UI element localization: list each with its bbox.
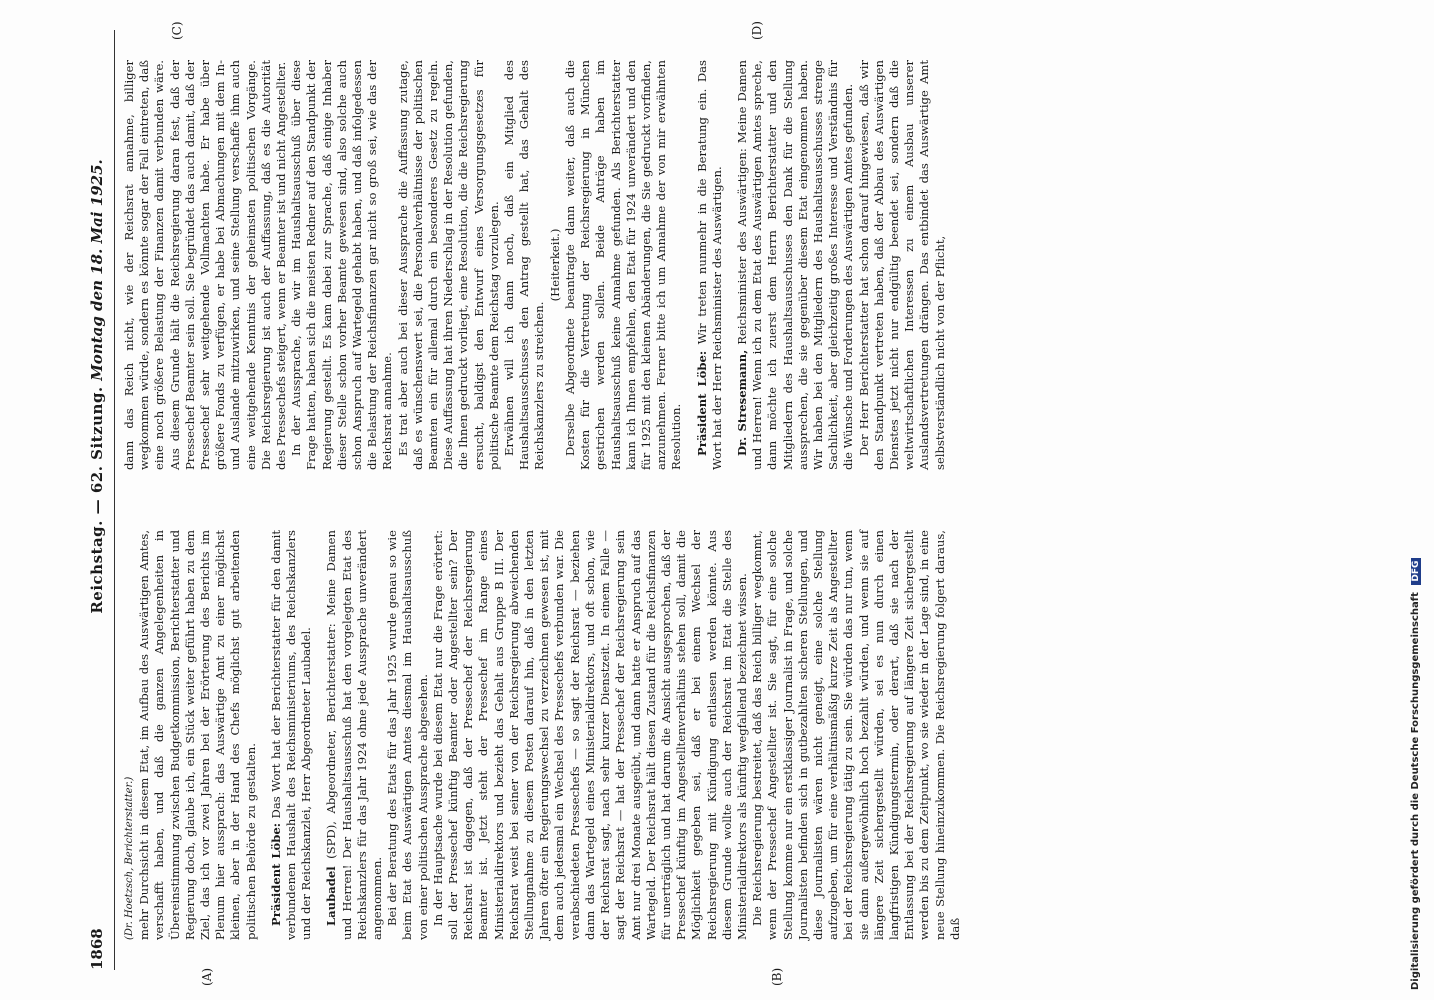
speaker-name: Dr. Stresemann, [734,349,749,456]
paragraph: (SPD), Abgeordneter, Berichterstatter: Meine Damen und Herren! Der Haushaltsausschuß hat den vorgelegten Etat des Reichskanzlers für das Jahr 1924 ohne jede Aussprache unverändert angenommen. [324,529,385,940]
paragraph: Es trat aber auch bei dieser Aussprache die Auffassung zutage, daß es wünschenswert sei, die Personalverhältnisse der politischen Beamten ein für allemal durch ein besonderes Gesetz zu regeln. Diese Auffassung hat ihren Niederschlag in der Resolution gefunden, die Ihnen gedruckt vorliegt, eine Resolution, die die Reichsregierung ersucht, baldigst den Entwurf eines Versorgungsgesetzes für politische Beamte dem Reichstag vorzulegen. [395,60,501,470]
margin-marker-b: (B) [770,967,784,986]
paragraph: mehr Durchsicht in diesem Etat, im Aufbau des Auswärtigen Amtes, verschafft haben, und daß die ganzen Angelegenheiten in Übereinstimmung zwischen Budgetkommission, Berichterstatter und Regierung doch, glaube ich, ein Stück weiter geführt haben zu dem Ziel, das ich vor zwei Jahren bei der Erörterung des Berichts im Plenum hier aussprach: das Auswärtige Amt zu einer möglichst kleinen, aber in der Hand des Chefs möglichst gut arbeitenden politischen Behörde zu gestalten. [137,530,258,940]
paragraph: In der Aussprache, die wir im Haushaltsausschuß über diese Frage hatten, haben sich die meisten Redner auf den Standpunkt der Regierung gestellt. Es kam dabei zur Sprache, daß einige Inhaber dieser Stelle schon vorher Beamte gewesen sind, also solche auch schon Anspruch auf Wartegeld gehabt haben, und daß infolgedessen die Belastung der Reichsfinanzen gar nicht so groß sei, wie das der Reichsrat annahme. [289,60,395,470]
interjection: (Heiterkeit.) [547,228,562,302]
column-left [122,530,963,940]
paragraph: Derselbe Abgeordnete beantragte dann weiter, daß auch die Kosten für die Vertretung der Reichsregierung in München gestrichen werden sollen. Beide Anträge haben im Haushaltsausschuß keine Annahme gefunden. Als Berichterstatter kann ich Ihnen empfehlen, den Etat für 1924 unverändert und den für 1925 mit den kleinen Abänderungen, die Sie gedruckt vorfinden, anzunehmen. Ferner bitte ich um Annahme der von mir erwähnten Resolution. [562,60,684,470]
paragraph: Der Herr Berichterstatter hat schon darauf hingewiesen, daß wir den Standpunkt vertreten haben, daß der Abbau des Auswärtigen Dienstes jetzt nicht nur endgültig beendet sei, sondern daß die weltwirtschaftlichen Interessen zu einem Ausbau unserer Auslandsvertretungen drängen. Das entbindet das Auswärtige Amt selbstverständlich nicht von der Pflicht, [856,60,947,470]
paragraph: Reichsminister des Auswärtigen: Meine Damen und Herren! Wenn ich zu dem Etat des Auswärtigen Amtes spreche, dann möchte ich zuerst dem Herrn Berichterstatter und den Mitgliedern des Haushaltsausschusses den Dank für die Stellung aussprechen, die sie gegenüber diesem Etat eingenommen haben. Wir haben bei den Mitgliedern des Haushaltsausschusses strenge Sachlichkeit, aber gleichzeitig großes Interesse und Verständnis für die Wünsche und Forderungen des Auswärtigen Amtes gefunden. [734,60,856,470]
paragraph: In der Hauptsache wurde bei diesem Etat nur die Frage erörtert: soll der Pressechef künftig Beamter oder Angestellter sein? Der Reichsrat ist dagegen, daß der Pressechef der Reichsregierung Beamter ist. Jetzt steht der Pressechef im Range eines Ministerialdirektors und bezieht das Gehalt aus Gruppe B III. Der Reichsrat weist bei seiner von der Reichsregierung abweichenden Stellungnahme zu diesem Posten darauf hin, daß in den letzten Jahren öfter ein Regierungswechsel zu verzeichnen gewesen ist, mit dem auch jedesmal ein Wechsel des Pressechefs verbunden war. Die verabschiedeten Pressechefs — so sagt der Reichsrat — beziehen dann das Wartegeld eines Ministerialdirektors, und oft schon, wie der Reichsrat sagt, nach sehr kurzer Dienstzeit. In einem Falle — sagt der Reichsrat — hat der Pressechef der Reichsregierung sein Amt nur drei Monate ausgeübt, und dann hatte er Anspruch auf das Wartegeld. Der Reichsrat hält diesen Zustand für die Reichsfinanzen für unerträglich und hat darum die Ansicht ausgesprochen, daß der Pressechef künftig im Angestelltenverhältnis stehen soll, damit die Möglichkeit gegeben sei, daß er bei einem Wechsel der Reichsregierung mit Kündigung entlassen werden könnte. Aus diesem Grunde wollte auch der Reichsrat im Etat die Stelle des Ministerialdirektors als künftig wegfallend bezeichnet wissen. [430,530,749,940]
paragraph: Die Reichsregierung bestreitet, daß das Reich billiger wegkommt, wenn der Pressechef Angestellter ist. Sie sagt, für eine solche Stellung komme nur ein erstklassiger Journalist in Frage, und solche Journalisten befinden sich in gutbezahlten sicheren Stellungen, und diese Journalisten wären nicht geneigt, eine solche Stellung aufzugeben, um für eine verhältnismäßig kurze Zeit als Angestellter bei der Reichsregierung tätig zu sein. Sie würden das nur tun, wenn sie dann außergewöhnlich hoch bezahlt würden, und wenn sie auf längere Zeit sichergestellt würden, sei es nun durch einen langfristigen Kündigungstermin, oder derart, daß sie nach der Entlassung bei der Reichsregierung auf längere Zeit sichergestellt werden bis zu dem Zeitpunkt, wo sie wieder in der Lage sind, in eine neue Stellung hineinzukommen. Die Reichsregierung folgert daraus, daß [750,530,962,940]
page-date: Montag den 18. Mai 1925. [88,159,106,381]
speaker-name: Präsident Löbe: [694,350,709,456]
rotated-page-content-2 [70,0,1410,480]
paragraph: Erwähnen will ich dann noch, daß ein Mitglied des Haushaltsausschusses den Antrag gestellt hat, das Gehalt des Reichskanzlers zu streichen. [502,60,547,470]
session-title: Reichstag. — 62. Sitzung. [88,386,106,614]
margin-marker-a: (A) [200,967,214,986]
credit-text: Digitalisierung gefördert durch die Deutsche Forschungsgemeinschaft [1410,592,1421,990]
paragraph: Das Wort hat der Berichterstatter für den damit verbundenen Haushalt des Reichsministeriums, des Reichskanzlers und der Reichskanzlei, Herr Abgeordneter Laubadel. [268,530,314,940]
paragraph: Bei der Beratung des Etats für das Jahr 1925 wurde genau so wie beim Etat des Auswärtigen Amtes diesmal im Haushaltsausschuß von einer politischen Aussprache abgesehen. [385,530,430,940]
speaker-name: Laubadel [324,866,339,926]
margin-marker-d: (D) [750,21,764,40]
column-right [122,60,948,470]
speaker-name: Präsident Löbe: [268,822,283,926]
sidebar-credit [1410,10,1430,990]
paragraph: dann das Reich nicht, wie der Reichsrat annahme, billiger wegkommen würde, sondern es könnte sogar der Fall eintreten, daß eine noch größere Belastung der Finanzen damit verbunden wäre. Aus diesem Grunde hält die Reichsregierung daran fest, daß der Pressechef Beamter sein soll. Sie begründet das auch damit, daß der Pressechef sehr weitgehende Vollmachten habe. Er habe über größere Fonds zu verfügen, er habe bei Abmachungen mit dem In- und Auslande mitzuwirken, und seine Stellung verschaffe ihm auch eine weitgehende Kenntnis der geheimsten politischen Vorgänge. Die Reichsregierung ist auch der Auffassung, daß es die Autorität des Pressechefs steigert, wenn er Beamter ist und nicht Angestellter. [122,60,289,470]
paragraph: Wir treten nunmehr in die Beratung ein. Das Wort hat der Herr Reichsminister des Auswärtigen. [694,60,724,470]
page-number: 1868 [88,928,106,970]
speaker-note: (Dr. Hoetzsch, Berichterstatter.) [124,776,135,940]
margin-marker-c: (C) [170,21,184,40]
dfg-logo: DFG [1411,558,1421,585]
